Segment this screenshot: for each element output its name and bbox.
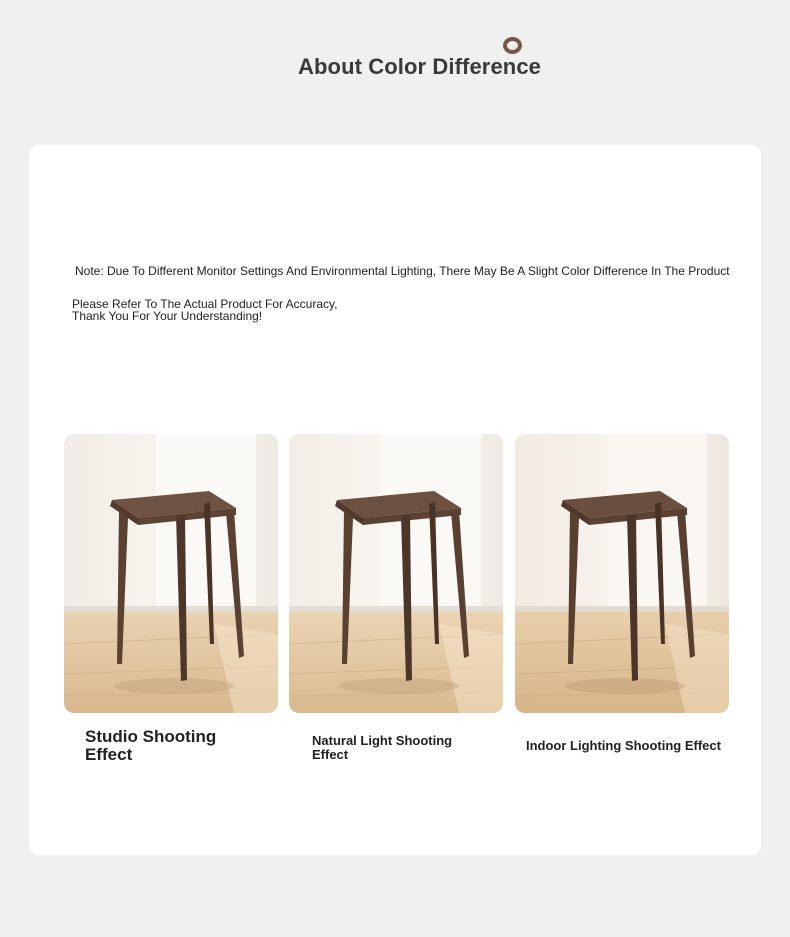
caption-natural-light	[312, 734, 452, 762]
caption-line: Indoor Lighting Shooting Effect	[526, 738, 721, 753]
ring-icon	[503, 37, 522, 54]
stool-image	[64, 434, 278, 713]
page-title: About Color Difference	[298, 54, 541, 79]
caption-line: Effect	[85, 745, 133, 764]
caption-line: Natural Light Shooting	[312, 733, 453, 748]
stool-photo-studio	[64, 434, 278, 713]
content-card	[29, 145, 761, 855]
color-difference-note: Note: Due To Different Monitor Settings And Environmental Lighting, There May Be A Slight Color Difference In The Product	[75, 264, 730, 278]
caption-line: Studio Shooting	[85, 727, 217, 746]
stool-photo-natural-light	[289, 434, 503, 713]
caption-studio	[85, 728, 216, 764]
stool-photo-indoor-lighting	[515, 434, 729, 713]
refer-line-2: Thank You For Your Understanding!	[72, 309, 263, 323]
header	[0, 34, 790, 79]
refer-line-1: Please Refer To The Actual Product For Accuracy,	[72, 297, 338, 311]
refer-message	[72, 298, 337, 322]
stool-image	[289, 434, 503, 713]
caption-indoor-lighting	[526, 739, 721, 753]
caption-line: Effect	[312, 747, 349, 762]
stool-image	[515, 434, 729, 713]
